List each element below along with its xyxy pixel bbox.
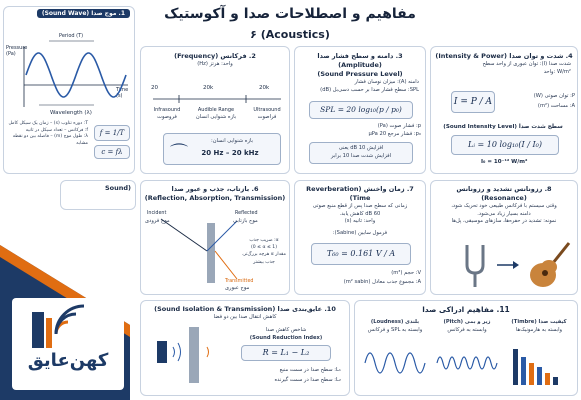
- absorb-line2: (0 ≤ α ≤ 1): [251, 245, 277, 250]
- transmitted-label: Transmitted: [225, 279, 254, 284]
- panel-heading: 3. دامنه و سطح فشار صدا (Amplitude): [317, 52, 403, 69]
- logo-box: [12, 298, 124, 390]
- panel-heading: 11. مفاهیم ادراکی صدا: [422, 305, 510, 314]
- sabine-label: فرمول سابین (Sabine):: [332, 229, 388, 236]
- panel-heading-en: (Reflection, Absorption, Transmission): [144, 194, 286, 202]
- res-line2: دامنه بسیار زیاد می‌شود.: [477, 210, 531, 217]
- incident-label-fa: موج فرودی: [145, 218, 170, 224]
- rev-line3: واحد: ثانیه (s): [344, 218, 376, 224]
- ear-icon: ⌒: [170, 143, 188, 164]
- timbre-title: کیفیت صدا (Timbre): [511, 319, 567, 325]
- arrow-icon: [497, 261, 519, 269]
- page-subtitle: (Acoustics) ۶: [250, 28, 330, 41]
- amp-note1: افزایش 10 dB یعنی: [338, 145, 384, 151]
- res-line3: نمونه: تشدید در حفره‌ها، سازهای موسیقی، پل‌ها: [451, 218, 557, 224]
- legend-power: P: توان صوتی (W): [533, 93, 575, 99]
- amp-note-box: [309, 142, 413, 164]
- sil-formula: Lᵢ = 10 log₁₀(I / I₀): [451, 135, 559, 155]
- absorb-line1: α: ضریب جذب: [249, 238, 279, 243]
- reflected-label: Reflected: [235, 211, 258, 216]
- panel-amplitude: [294, 46, 426, 174]
- pitch-desc: وابسته به فرکانس: [447, 326, 487, 333]
- note-frequency: f: فرکانس – تعداد سیکل در ثانیه: [25, 127, 88, 133]
- tick-20: 20: [151, 85, 158, 91]
- iso-line1: کاهش انتقال صدا بین دو فضا: [213, 314, 277, 320]
- rev-v: V: حجم (m³): [391, 270, 421, 276]
- perceptual-pitch: [433, 319, 501, 391]
- loudness-wave-graphic: [365, 343, 425, 383]
- amp-line1: دامنه (A): میزان نوسان فشار: [354, 79, 419, 85]
- tick-20k-mid: 20k: [203, 85, 214, 91]
- pitch-wave-graphic: [437, 343, 497, 383]
- panel-heading: 10. عایق‌بندی صدا (Sound Isolation & Transmission): [154, 305, 336, 313]
- pitch-title: زیر و بمی (Pitch): [443, 319, 491, 325]
- range-value: 20 Hz – 20 kHz: [201, 149, 259, 157]
- transmitted-label-fa: موج عبوری: [225, 285, 250, 291]
- tick-20k: 20k: [259, 85, 270, 91]
- label-infrasound: Infrasound: [153, 107, 181, 113]
- time-label: Time (s): [116, 87, 129, 99]
- panel-perceptual: [354, 300, 578, 396]
- logo-text: کهن‌عایق: [27, 350, 109, 371]
- legend-area: A: مساحت (m²): [537, 103, 575, 109]
- note-period: T: دوره تناوب (s) – زمان یک سیکل کامل: [8, 121, 88, 126]
- hearing-range-box: [163, 133, 281, 165]
- panel-heading-en: (Resonance): [481, 194, 527, 202]
- int-line2: واحد: W/m²: [543, 68, 571, 75]
- amp-p0: p₀: فشار مرجع 20 μPa: [368, 131, 421, 137]
- page-title: مفاهیم و اصطلاحات صدا و آکوستیک: [164, 6, 416, 22]
- tuning-fork-icon: [461, 243, 491, 287]
- label-audible-fa: بازه شنوایی انسان: [195, 114, 237, 120]
- incident-label: Incident: [147, 211, 167, 216]
- sound-wave-graphic: [4, 7, 135, 117]
- label-audible: Audible Range: [197, 107, 235, 113]
- panel-intensity: [430, 46, 578, 174]
- panel-heading: 6. بازتاب، جذب و عبور صدا: [171, 185, 259, 193]
- frequency-unit: واحد: هرتز (Hz): [197, 61, 233, 67]
- perceptual-loudness: [361, 319, 429, 391]
- sabine-formula: T₆₀ = 0.161 V / A: [311, 243, 411, 265]
- panel-heading: 8. رزونانس تشدید و رزونانس: [456, 185, 552, 193]
- panel-reflection: [140, 180, 290, 295]
- panel-resonance: [430, 180, 578, 295]
- note-wavelength: λ: طول موج (m) – فاصله بین دو نقطه مشابه: [12, 134, 88, 146]
- wall-diagram: [151, 327, 231, 387]
- panel-sound-wave: [3, 6, 135, 174]
- range-title: بازه شنوایی انسان:: [211, 138, 253, 144]
- rev-line2: 60 dB کاهش یابد.: [339, 210, 381, 217]
- panel-reverb: [294, 180, 426, 295]
- i0-value: I₀ = 10⁻¹² W/m²: [481, 159, 528, 165]
- formula-frequency: f = 1/T: [94, 125, 130, 141]
- amp-note2: افزایش شدت صدا 10 برابر: [330, 152, 392, 159]
- timbre-bars-graphic: [511, 345, 567, 385]
- rev-a: A: مجموع جذب معادل (m² sabin): [343, 279, 421, 285]
- wavelength-label: Wavelength (λ): [50, 110, 92, 116]
- panel-frequency: [140, 46, 290, 174]
- guitar-icon: [527, 241, 571, 291]
- logo-icon: [32, 304, 102, 348]
- panel-heading-en: (Sound Pressure Level): [317, 70, 403, 78]
- sri-formula: R = L₁ − L₂: [241, 345, 331, 361]
- res-line1: وقتی سیستم با فرکانس طبیعی خود تحریک شود،: [451, 203, 557, 209]
- label-ultrasound-fa: فراصوت: [257, 114, 277, 120]
- absorb-line3: مقدار α هرچه بزرگ‌تر، جذب بیشتر: [242, 252, 286, 265]
- panel-heading: 7. زمان واخنش (Reverberation Time): [306, 185, 414, 202]
- reflected-label-fa: موج بازتابی: [233, 218, 258, 224]
- iso-l1: L₁: سطح صدا در سمت منبع: [279, 367, 341, 373]
- amp-line2: SPL: سطح فشار صدا بر حسب دسی‌بل (dB): [320, 86, 419, 93]
- sri-label-en: (Sound Reduction Index): [249, 335, 323, 341]
- period-label: Period (T): [59, 33, 84, 39]
- sil-heading: سطح شدت صدا (Sound Intensity Level): [443, 124, 563, 130]
- panel-heading: 2. فرکانس (Frequency): [174, 52, 256, 60]
- iso-l2: L₂: سطح صدا در سمت گیرنده: [274, 377, 341, 383]
- label-infrasound-fa: فروصوت: [157, 114, 177, 120]
- timbre-desc: وابسته به هارمونیک‌ها: [515, 326, 563, 333]
- loudness-desc: وابسته به SPL و فرکانس: [367, 326, 423, 333]
- intensity-formula: I = P / A: [451, 91, 495, 113]
- label-ultrasound: Ultrasound: [253, 107, 281, 113]
- panel-sound-cut: [60, 180, 136, 210]
- panel-heading: Sound): [104, 184, 131, 192]
- rev-line1: زمانی که سطح صدا پس از قطع منبع صوتی: [312, 203, 408, 209]
- amp-p: p: فشار صوت (Pa): [377, 123, 421, 129]
- panel-heading: 4. شدت و توان صدا (Intensity & Power): [435, 52, 573, 60]
- formula-speed: c = fλ: [94, 145, 130, 159]
- panel-isolation: [140, 300, 350, 396]
- loudness-title: بلندی (Loudness): [370, 319, 420, 325]
- panel-heading: 1. موج صدا (Sound Wave): [37, 9, 130, 18]
- perceptual-timbre: [505, 319, 573, 391]
- spl-formula: SPL = 20 log₁₀(p / p₀): [309, 101, 413, 119]
- int-line1: شدت صدا (I): توان عبوری از واحد سطح: [482, 61, 571, 67]
- sri-label: شاخص کاهش صدا: [265, 327, 307, 333]
- y-axis-label: Pressure (Pa): [6, 45, 28, 57]
